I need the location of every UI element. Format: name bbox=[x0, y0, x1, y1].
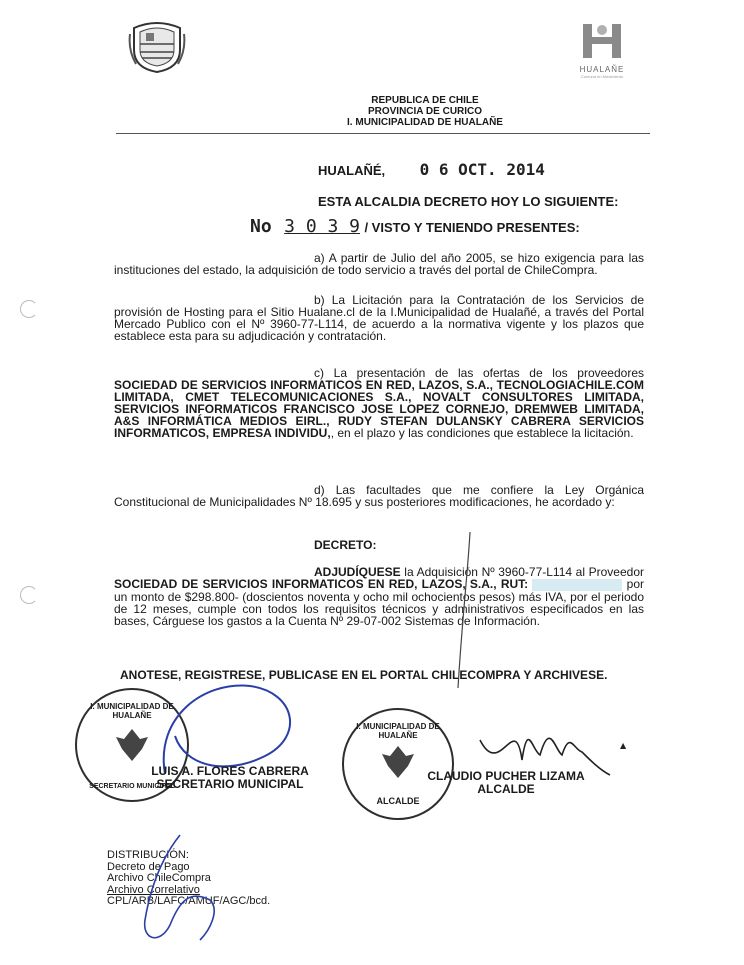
decree-number-line bbox=[250, 216, 580, 237]
mayor-signature-block bbox=[418, 770, 594, 796]
paragraph-d: d) Las facultades que me confiere la Ley Orgánica Constitucional de Municipalidades Nº 18.695 y sus posteriores modificaciones, he acordado y: bbox=[114, 483, 644, 509]
intro-heading: ESTA ALCALDIA DECRETO HOY LO SIGUIENTE: bbox=[318, 194, 619, 209]
decreto-body: ADJUDÍQUESE la Adquisición Nº 3960-77-L114 al Proveedor SOCIEDAD DE SERVICIOS INFORMATICOS EN RED, LAZOS, S.A., RUT: por un monto de $298.800- (doscientos noventa y ocho mil ochocientos pesos) más IVA, por el periodo de 12 meses, cumple con todos los requisitos técnicos y administrativos especificados en las bases, Cárguese los gastos a la Cuenta Nº 29-07-002 Sistemas de Información. bbox=[114, 565, 645, 628]
place-date bbox=[318, 160, 545, 180]
header bbox=[300, 95, 550, 128]
decree-number-prefix: No bbox=[250, 216, 272, 237]
decree-number: 3 0 3 9 bbox=[284, 216, 360, 237]
secretary-signature-block bbox=[140, 765, 320, 791]
secretary-title: SECRETARIO MUNICIPAL bbox=[156, 777, 304, 791]
hualane-h-icon bbox=[577, 20, 627, 60]
header-divider bbox=[116, 133, 650, 134]
paragraph-b: b) La Licitación para la Contratación de los Servicios de provisión de Hosting para el Sitio Hualane.cl de la I.Municipalidad de Hualañé, a través del Portal Mercado Publico con el Nº 3960-77-L114, de acuerdo a la normativa vigente y los plazos que establece esta para su adjudicación y contratación. bbox=[114, 293, 644, 343]
logo-tagline: Comuna en Movimiento bbox=[580, 74, 624, 79]
mayor-stamp: I. MUNICIPALIDAD DE HUALAÑE ALCALDE bbox=[342, 708, 454, 820]
hole-punch bbox=[20, 300, 38, 318]
decreto-title: DECRETO: bbox=[314, 538, 377, 552]
header-line-1: REPUBLICA DE CHILE bbox=[371, 95, 479, 106]
anotese-line: ANOTESE, REGISTRESE, PUBLICASE EN EL PORTAL CHILECOMPRA Y ARCHIVESE. bbox=[120, 668, 608, 682]
hualane-logo bbox=[572, 20, 632, 80]
distribution-item: Decreto de Pago bbox=[107, 860, 190, 873]
header-line-3: I. MUNICIPALIDAD DE HUALAÑE bbox=[347, 117, 503, 128]
eagle-emblem-icon bbox=[378, 742, 418, 782]
distribution-item: Archivo ChileCompra bbox=[107, 872, 211, 884]
svg-text:▲: ▲ bbox=[620, 741, 627, 750]
hole-punch bbox=[20, 586, 38, 604]
pen-stroke bbox=[440, 530, 480, 690]
header-line-2: PROVINCIA DE CURICO bbox=[367, 106, 483, 117]
decree-number-suffix: / VISTO Y TENIENDO PRESENTES: bbox=[364, 220, 580, 235]
distribution-title: DISTRIBUCIÓN: bbox=[107, 849, 189, 861]
initials-scribble bbox=[120, 830, 230, 950]
paragraph-a: a) A partir de Julio del año 2005, se hizo exigencia para las instituciones del estado, la adquisición de todo servicio a través del portal de ChileCompra. bbox=[114, 251, 644, 277]
paragraph-c: c) La presentación de las ofertas de los proveedores SOCIEDAD DE SERVICIOS INFORMATICOS EN RED, LAZOS, S.A., TECNOLOGIACHILE.COM LIMITADA, CMET TELECOMUNICACIONES S.A., NOVALT CONSULTORES LIMITADA, SERVICIOS INFORMATICOS FRANCISCO JOSE LOPEZ CORNEJO, DREMWEB LIMITADA, A&S INFORMÁTICA MEDIOS EIRL., RUDY STEFAN DULANSKY CABRERA SERVICIOS INFORMATICOS, EMPRESA INDIVIDU,, en el plazo y las condiciones que establece la licitación. bbox=[114, 366, 644, 440]
place: HUALAÑÉ, bbox=[318, 163, 386, 178]
bidders-list: SOCIEDAD DE SERVICIOS INFORMATICOS EN RED, LAZOS, S.A., TECNOLOGIACHILE.COM LIMITADA, CMET TELECOMUNICACIONES S.A., NOVALT CONSULTORES LIMITADA, SERVICIOS INFORMATICOS FRANCISCO JOSE LOPEZ CORNEJO, DREMWEB LIMITADA, A&S INFORMÁTICA MEDIOS EIRL., RUDY STEFAN DULANSKY CABRERA SERVICIOS INFORMATICOS, EMPRESA INDIVIDU, bbox=[114, 378, 644, 440]
distribution-item: CPL/ARB/LAFC/AMUF/AGC/bcd. bbox=[107, 895, 271, 907]
coat-of-arms-icon bbox=[128, 20, 186, 74]
logo-text: HUALAÑE bbox=[579, 65, 625, 74]
secretary-name: LUIS A. FLORES CABRERA bbox=[151, 764, 309, 778]
secretary-stamp: I. MUNICIPALIDAD DE HUALAÑE SECRETARIO MUNICIPAL bbox=[75, 688, 189, 802]
mayor-name: CLAUDIO PUCHER LIZAMA bbox=[427, 769, 585, 783]
mayor-title: ALCALDE bbox=[477, 782, 535, 796]
date-stamp: 0 6 OCT. 2014 bbox=[419, 160, 545, 179]
distribution-item: Archivo Correlativo bbox=[107, 883, 200, 896]
